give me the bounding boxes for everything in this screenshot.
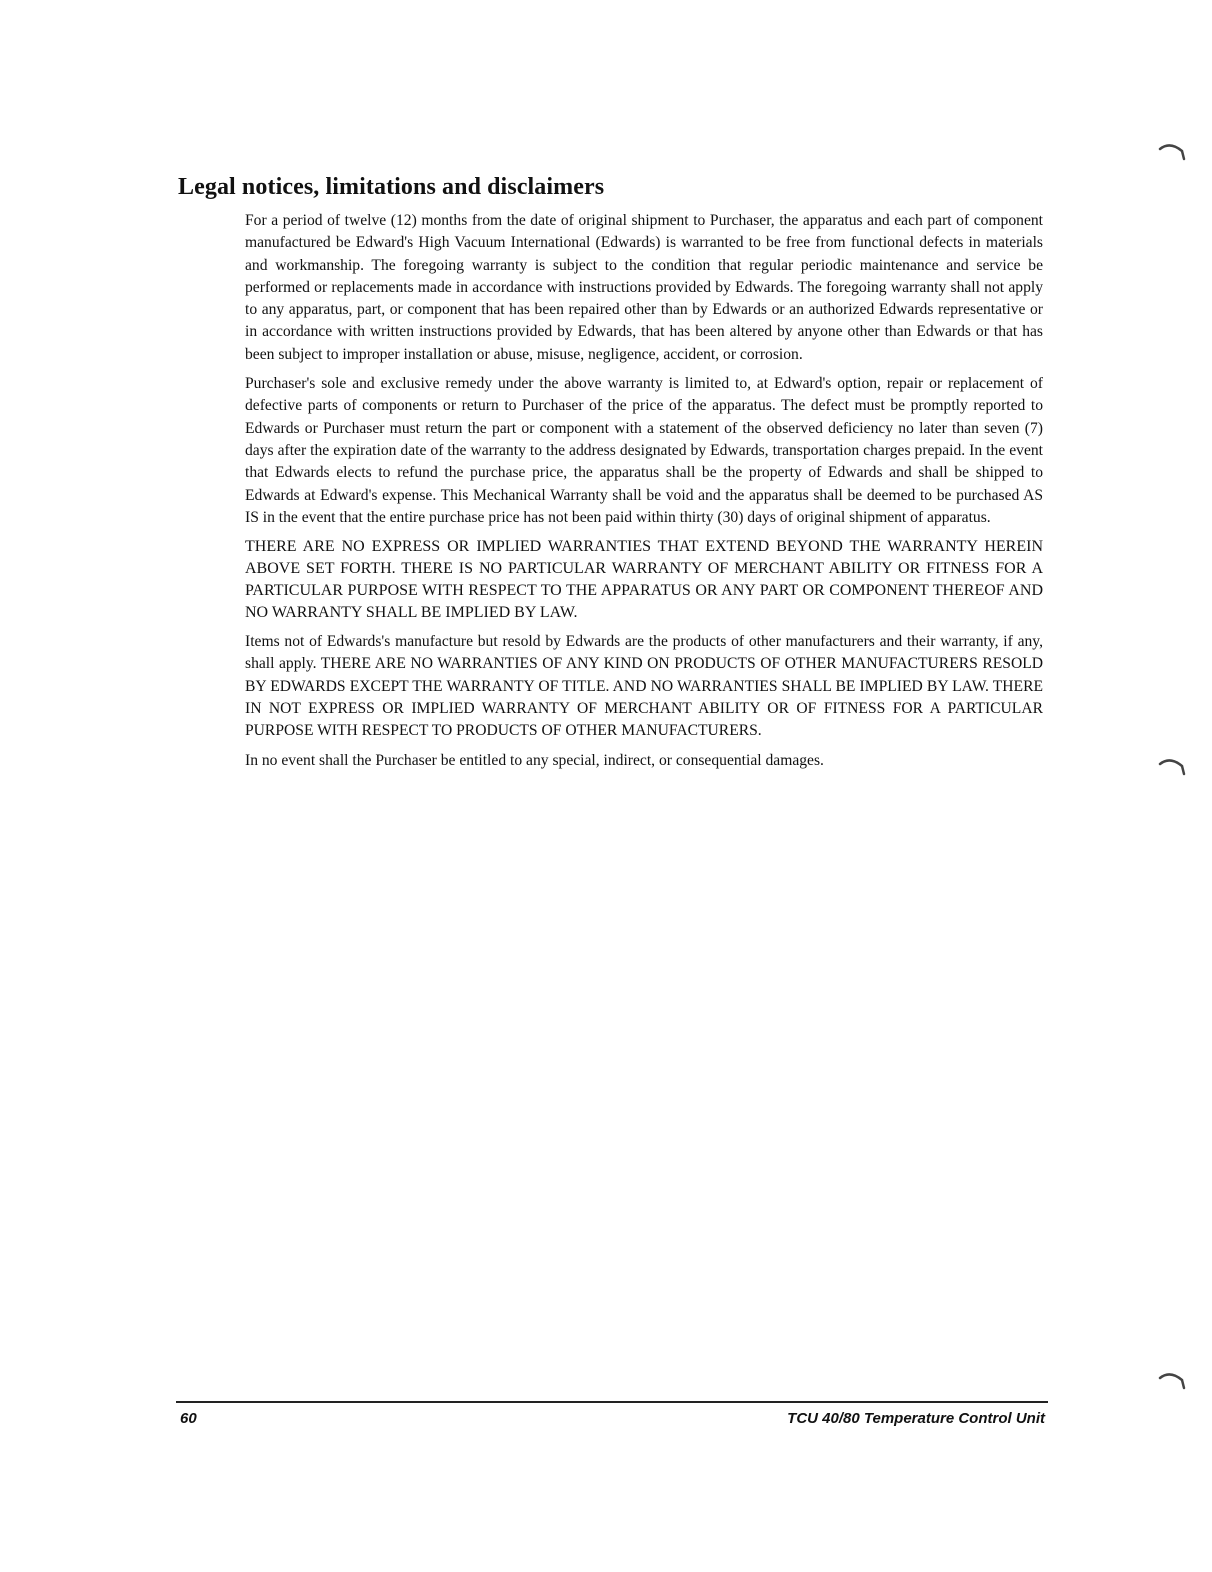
binder-hole-mark-icon: [1158, 143, 1186, 161]
remedy-paragraph: Purchaser's sole and exclusive remedy under the above warranty is limited to, at Edward's option, repair or replacement of defective parts of components or return to Purchaser of the price of the apparatus. The defect must be promptly reported to Edwards or Purchaser must return the part or component with a statement of the observed deficiency no later than seven (7) days after the expiration date of the warranty to the address designated by Edwards, transportation charges prepaid. In the event that Edwards elects to refund the purchase price, the apparatus shall be the property of Edwards and shall be shipped to Edwards at Edward's expense. This Mechanical Warranty shall be void and the apparatus shall be deemed to be purchased AS IS in the event that the entire purchase price has not been paid within thirty (30) days of original shipment of apparatus.: [245, 375, 1043, 526]
binder-hole-mark-icon: [1158, 758, 1186, 776]
warranty-paragraph: For a period of twelve (12) months from the date of original shipment to Purchaser, the apparatus and each part of component manufactured be Edward's High Vacuum International (Edwards) is warranted to be free from functional defects in materials and workmanship. The foregoing warranty is subject to the condition that regular periodic maintenance and service be performed or replacements made in accordance with instructions provided by Edwards. The foregoing warranty shall not apply to any apparatus, part, or component that has been repaired other than by Edwards or an authorized Edwards representative or in accordance with written instructions provided by Edwards, that has been altered by anyone other than Edwards or that has been subject to improper installation or abuse, misuse, negligence, accident, or corrosion.: [245, 212, 1043, 363]
legal-text-body: [245, 210, 1043, 779]
resold-items-paragraph: Items not of Edwards's manufacture but resold by Edwards are the products of other manufacturers and their warranty, if any, shall apply. THERE ARE NO WARRANTIES OF ANY KIND ON PRODUCTS OF OTHER MANUFACTURERS RESOLD BY EDWARDS EXCEPT THE WARRANTY OF TITLE. AND NO WARRANTIES SHALL BE IMPLIED BY LAW. THERE IN NOT EXPRESS OR IMPLIED WARRANTY OF MERCHANT ABILITY OR OF FITNESS FOR A PARTICULAR PURPOSE WITH RESPECT TO PRODUCTS OF OTHER MANUFACTURERS.: [245, 633, 1043, 740]
damages-paragraph: In no event shall the Purchaser be entitled to any special, indirect, or consequential damages.: [245, 751, 824, 769]
page-heading: Legal notices, limitations and disclaimers: [178, 174, 605, 200]
document-title: TCU 40/80 Temperature Control Unit: [787, 1410, 1045, 1427]
footer-divider: [176, 1401, 1048, 1403]
binder-hole-mark-icon: [1158, 1372, 1186, 1390]
page-number: 60: [180, 1410, 197, 1427]
no-implied-warranties-paragraph: THERE ARE NO EXPRESS OR IMPLIED WARRANTIES THAT EXTEND BEYOND THE WARRANTY HEREIN ABOVE SET FORTH. THERE IS NO PARTICULAR WARRANTY OF MERCHANT ABILITY OR FITNESS FOR A PARTICULAR PURPOSE WITH RESPECT TO THE APPARATUS OR ANY PART OR COMPONENT THEREOF AND NO WARRANTY SHALL BE IMPLIED BY LAW.: [245, 538, 1043, 622]
